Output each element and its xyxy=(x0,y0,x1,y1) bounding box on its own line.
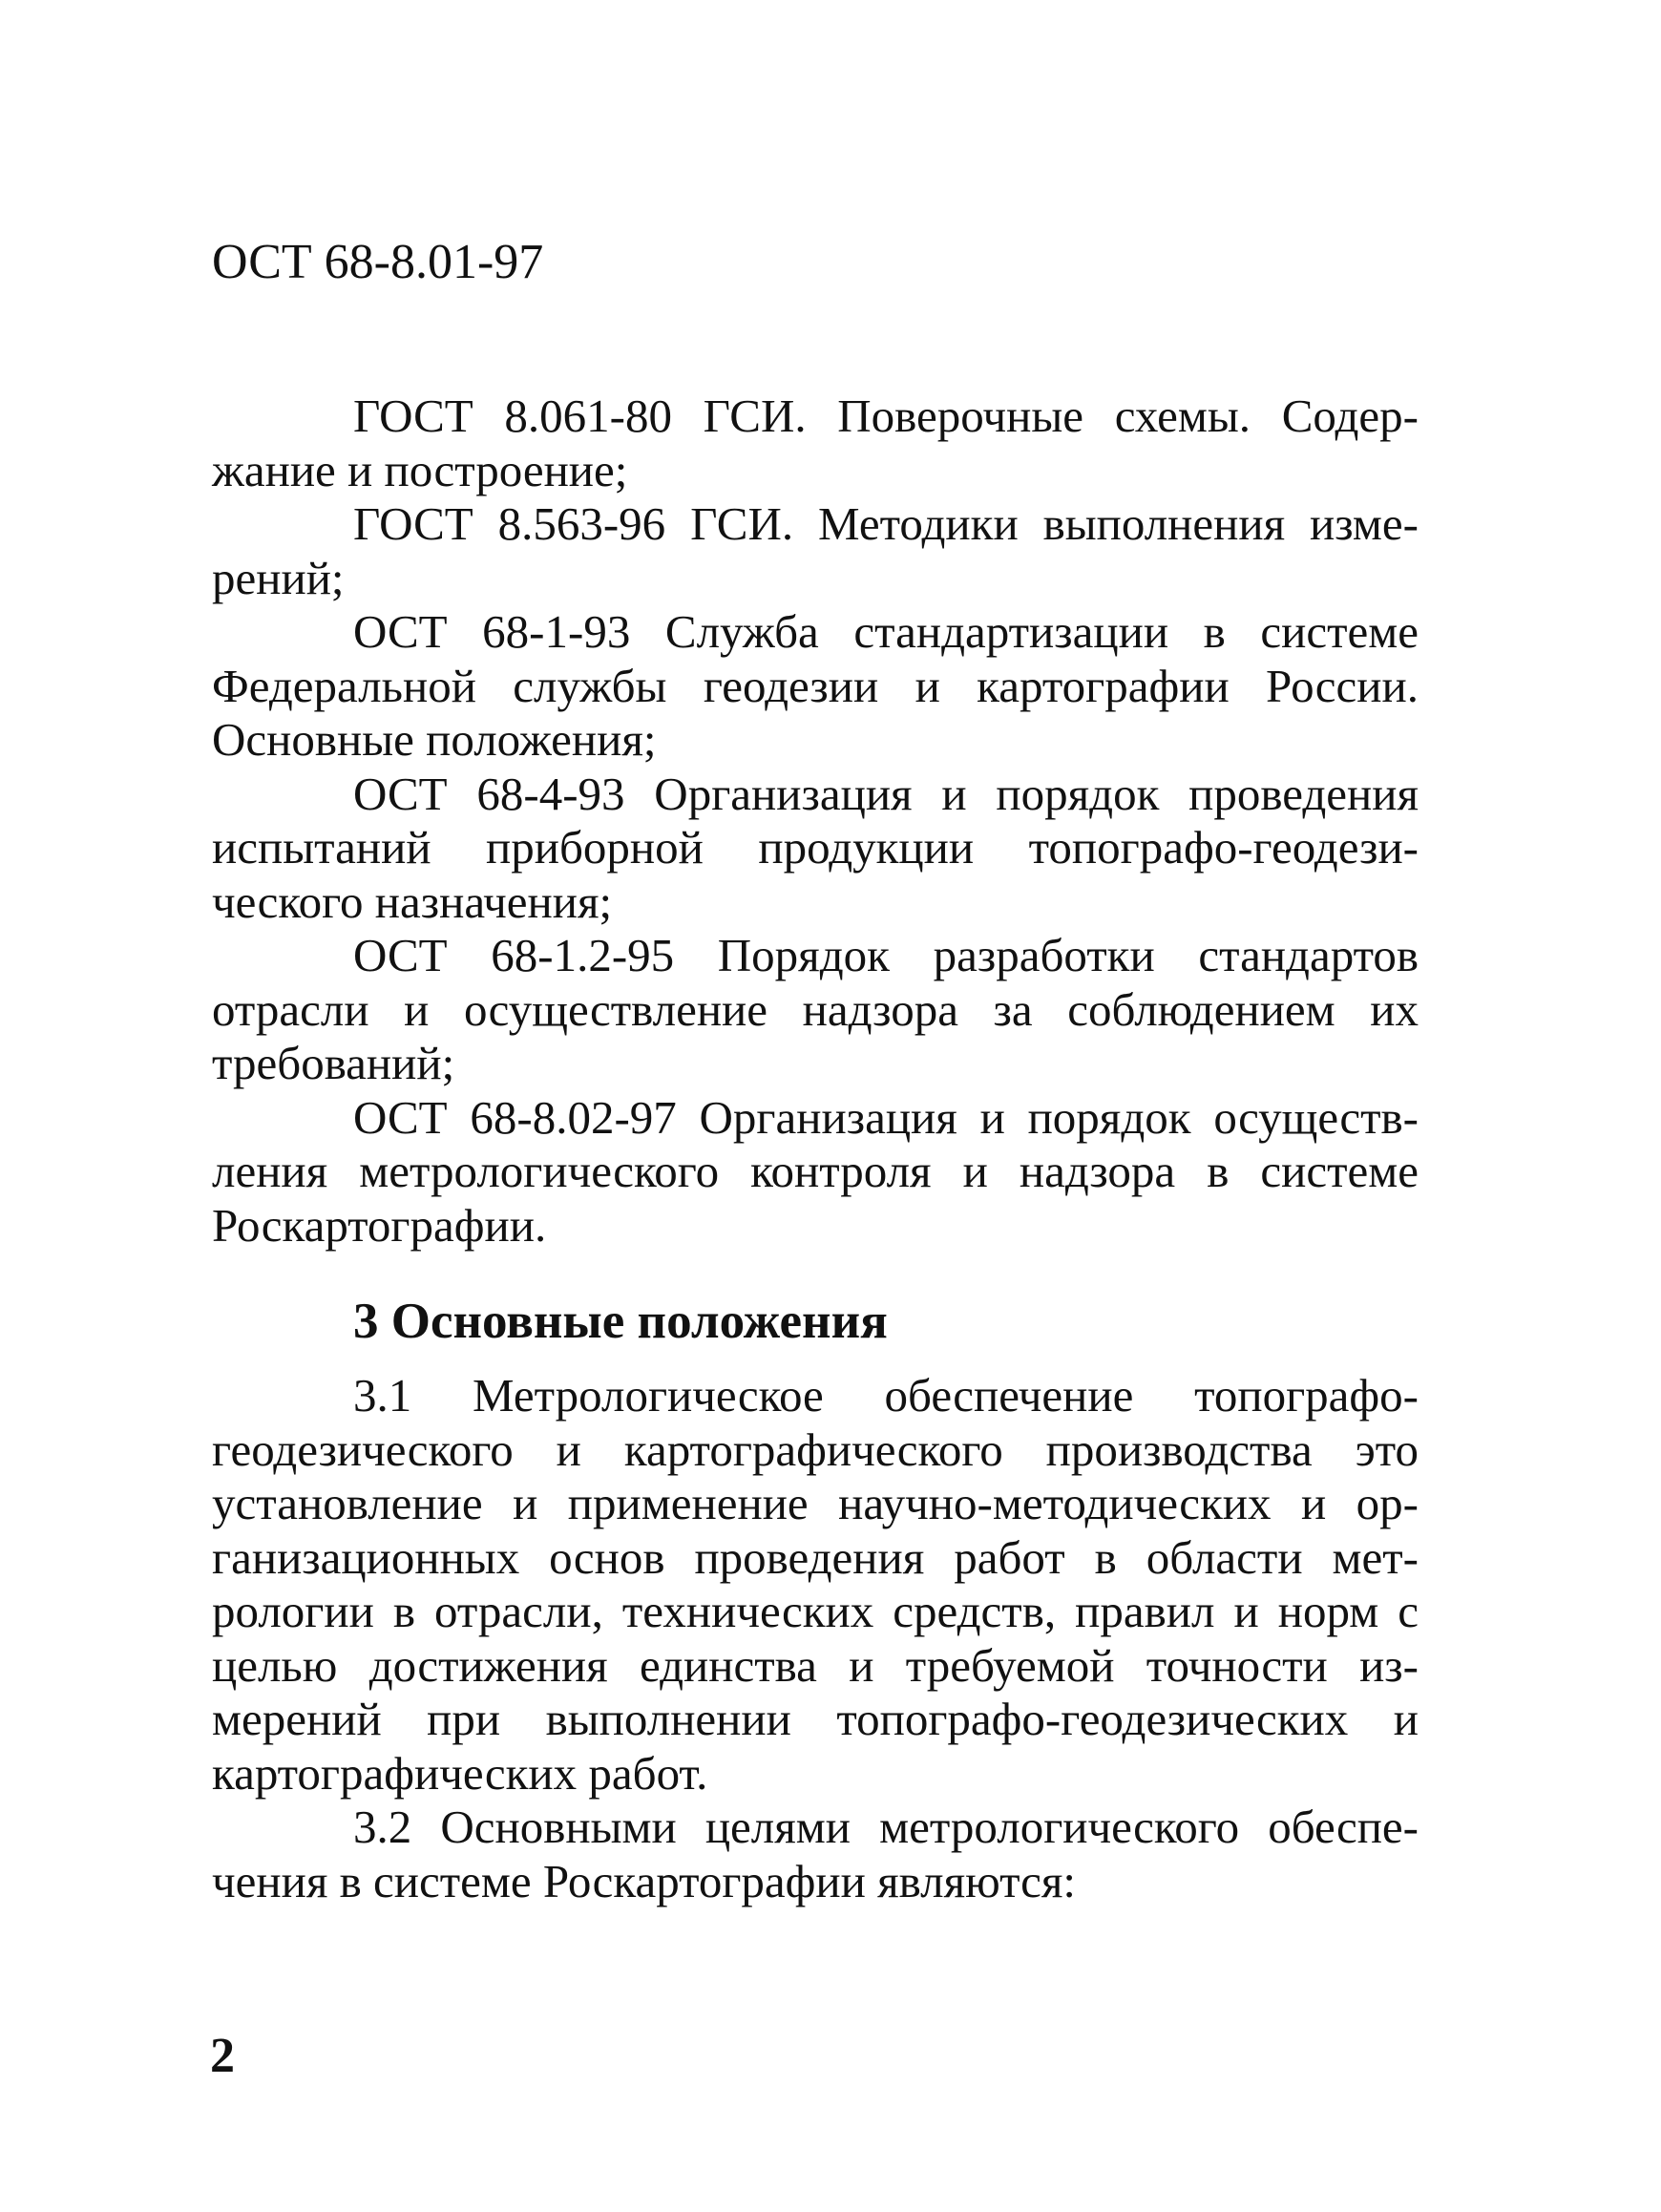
reference-item: ОСТ 68-8.02-97 Организация и порядок осуществления метрологического контроля и надзора в системе Роскартографии. xyxy=(212,1090,1419,1252)
section-paragraph: 3.2 Основными целями метрологического обеспечения в системе Роскартографии являются: xyxy=(212,1801,1419,1907)
section-heading: 3 Основные положения xyxy=(353,1294,888,1349)
reference-item: ОСТ 68-1-93 Служба стандартизации в системе Федеральной службы геодезии и картографии России. Основные положения; xyxy=(212,605,1419,766)
section-paragraph: 3.1 Метрологическое обеспечение топографо-геодезического и картографического производства это установление и применение научно-методических и организационных основ проведения работ в области метрологии в отрасли, технических средств, правил и норм с целью достижения единства и требуемой точности измерений при выполнении топографо-геодезических и картографических работ. xyxy=(212,1369,1419,1800)
document-body xyxy=(212,390,1419,1908)
document-code-header: ОСТ 68-8.01-97 xyxy=(212,235,544,289)
reference-item: ГОСТ 8.061-80 ГСИ. Поверочные схемы. Содержание и построение; xyxy=(212,390,1419,496)
page-number: 2 xyxy=(210,2029,235,2083)
reference-item: ГОСТ 8.563-96 ГСИ. Методики выполнения измерений; xyxy=(212,497,1419,604)
reference-item: ОСТ 68-1.2-95 Порядок разработки стандартов отрасли и осуществление надзора за соблюдением их требований; xyxy=(212,929,1419,1089)
reference-item: ОСТ 68-4-93 Организация и порядок проведения испытаний приборной продукции топографо-геодезического назначения; xyxy=(212,767,1419,928)
